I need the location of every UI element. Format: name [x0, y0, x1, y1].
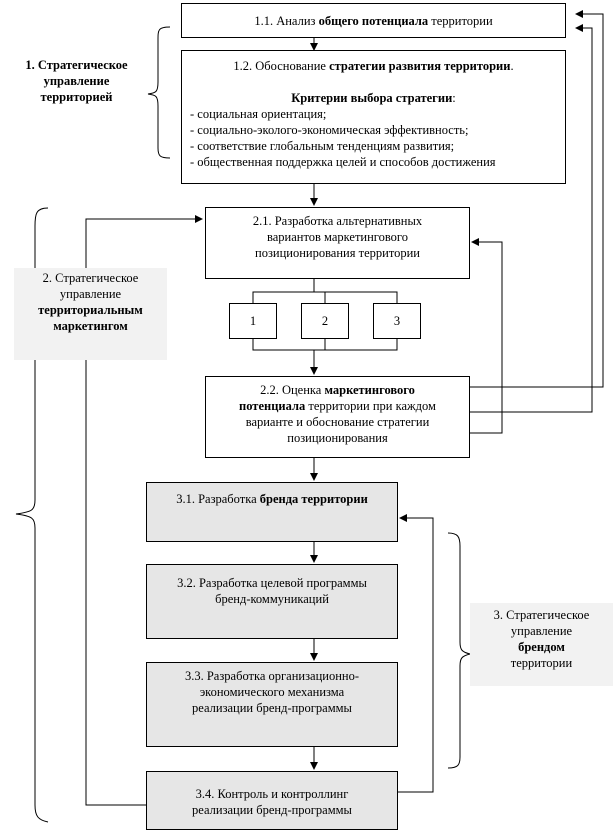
group-label-3: 3. Стратегическое управление брендом территории — [470, 603, 613, 686]
stage-1-1-box: 1.1. Анализ общего потенциала территории — [181, 3, 566, 38]
stage-3-1-box: 3.1. Разработка бренда территории — [146, 482, 398, 542]
brace-group-3 — [448, 533, 470, 768]
group-label-2: 2. Стратегическое управление территориальным маркетингом — [14, 268, 167, 360]
criteria-item: - социальная ориентация; — [190, 107, 327, 121]
brace-group-1 — [148, 27, 170, 158]
stage-1-2-title: 1.2. Обоснование стратегии развития территории. — [233, 59, 514, 73]
criteria-item: - общественная поддержка целей и способов достижения — [190, 155, 496, 169]
variant-box-3: 3 — [373, 303, 421, 339]
feedback-3-4-to-3-1 — [398, 518, 433, 792]
criteria-title: Критерии выбора стратегии: — [291, 91, 456, 105]
criteria-item: - социально-эколого-экономическая эффективность; — [190, 123, 469, 137]
feedback-2-2-to-2-1 — [470, 242, 502, 433]
stage-1-1-bold: общего потенциала — [318, 14, 429, 28]
group-label-1: 1. Стратегическое управление территорией — [25, 58, 128, 104]
stage-3-4-box: 3.4. Контроль и контроллинг реализации бренд-программы — [146, 771, 398, 830]
criteria-item: - соответствие глобальным тенденциям развития; — [190, 139, 455, 153]
stage-1-1-number: 1.1. — [254, 14, 274, 28]
stage-2-2-box: 2.2. Оценка маркетингового потенциала территории при каждом варианте и обоснование стратегии позиционирования — [205, 376, 470, 458]
criteria-list — [190, 106, 557, 170]
stage-1-2-box — [181, 50, 566, 184]
stage-2-1-box: 2.1. Разработка альтернативных вариантов маркетингового позиционирования территории — [205, 207, 470, 279]
stage-3-3-box: 3.3. Разработка организационно- экономического механизма реализации бренд-программы — [146, 662, 398, 747]
stage-3-2-box: 3.2. Разработка целевой программы бренд-коммуникаций — [146, 564, 398, 639]
variant-box-2: 2 — [301, 303, 349, 339]
variant-box-1: 1 — [229, 303, 277, 339]
